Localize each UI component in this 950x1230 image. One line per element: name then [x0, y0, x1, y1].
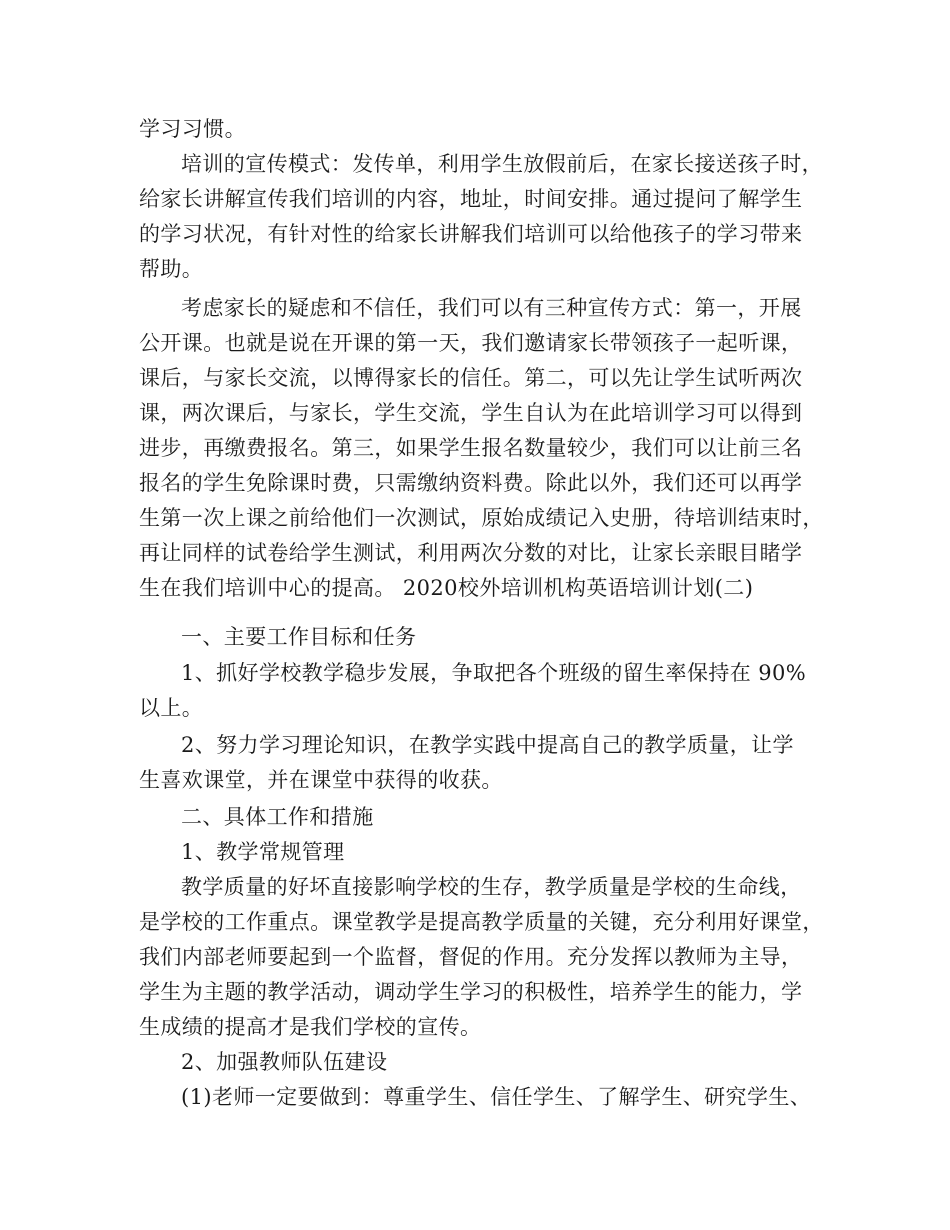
subsection-heading: 1、教学常规管理	[181, 840, 345, 864]
section-heading: 二、具体工作和措施	[181, 805, 374, 829]
text-line: 我们内部老师要起到一个监督，督促的作用。充分发挥以教师为主导，	[139, 945, 803, 969]
text-line: 公开课。也就是说在开课的第一天，我们邀请家长带领孩子一起听课，	[139, 331, 803, 355]
text-line: 的学习状况，有针对性的给家长讲解我们培训可以给他孩子的学习带来	[139, 222, 803, 246]
text-line: 再让同样的试卷给学生测试，利用两次分数的对比，让家长亲眼目睹学	[139, 541, 803, 565]
text-line: 学习习惯。	[139, 117, 246, 141]
text-line: 以上。	[139, 696, 204, 720]
text-line: 培训的宣传模式：发传单，利用学生放假前后，在家长接送孩子时，	[181, 152, 823, 176]
text-line: 生第一次上课之前给他们一次测试，原始成绩记入史册，待培训结束时，	[139, 506, 824, 530]
text-line: 1、抓好学校教学稳步发展，争取把各个班级的留生率保持在 90%	[181, 661, 807, 685]
text-line: 生喜欢课堂，并在课堂中获得的收获。	[139, 768, 503, 792]
text-line: 考虑家长的疑虑和不信任，我们可以有三种宣传方式：第一，开展	[181, 296, 802, 320]
text-line: 生在我们培训中心的提高。 2020校外培训机构英语培训计划(二)	[139, 576, 754, 600]
text-line: 生成绩的提高才是我们学校的宣传。	[139, 1015, 482, 1039]
text-line: 课后，与家长交流，以博得家长的信任。第二，可以先让学生试听两次	[139, 366, 803, 390]
subsection-heading: 2、加强教师队伍建设	[181, 1050, 388, 1074]
text-line: 2、努力学习理论知识，在教学实践中提高自己的教学质量，让学	[181, 733, 794, 757]
text-line: 学生为主题的教学活动，调动学生学习的积极性，培养学生的能力，学	[139, 980, 803, 1004]
text-line: 是学校的工作重点。课堂教学是提高教学质量的关键，充分利用好课堂，	[139, 910, 824, 934]
text-line: 课，两次课后，与家长，学生交流，学生自认为在此培训学习可以得到	[139, 401, 803, 425]
text-line: 给家长讲解宣传我们培训的内容，地址，时间安排。通过提问了解学生	[139, 187, 803, 211]
text-line: 进步，再缴费报名。第三，如果学生报名数量较少，我们可以让前三名	[139, 436, 803, 460]
text-line: 报名的学生免除课时费，只需缴纳资料费。除此以外，我们还可以再学	[139, 471, 803, 495]
text-line: (1)老师一定要做到：尊重学生、信任学生、了解学生、研究学生、	[181, 1085, 812, 1109]
text-line: 教学质量的好坏直接影响学校的生存，教学质量是学校的生命线，	[181, 875, 802, 899]
section-heading: 一、主要工作目标和任务	[181, 625, 417, 649]
text-line: 帮助。	[139, 257, 204, 281]
